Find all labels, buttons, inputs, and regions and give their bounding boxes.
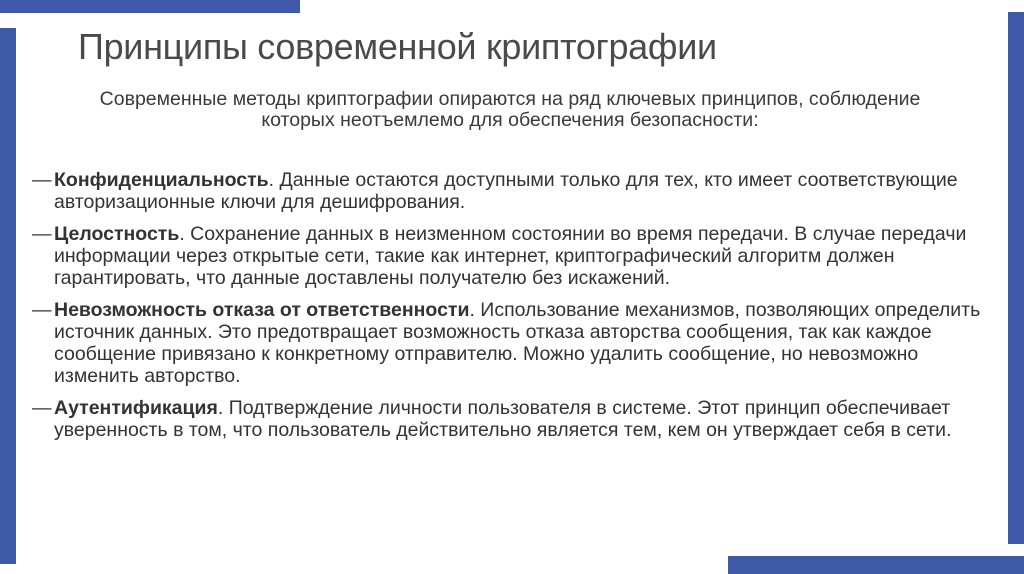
item-description: . Сохранение данных в неизменном состоянии во время передачи. В случае передачи информации через открытые сети, такие как интернет, криптографический алгоритм должен гарантировать, что данные доставлены получателю без искажений. — [54, 223, 967, 289]
bullet-dash: — — [32, 397, 52, 419]
item-description: . Данные остаются доступными только для тех, кто имеет соответствующие авторизационные ключи для дешифрования. — [54, 169, 958, 213]
item-term: Невозможность отказа от ответственности — [54, 299, 470, 321]
item-term: Аутентификация — [54, 397, 218, 419]
bullet-dash: — — [32, 223, 52, 245]
list-item-authentication — [32, 397, 992, 441]
item-description: . Использование механизмов, позволяющих определить источник данных. Это предотвращает возможность отказа авторства сообщения, так как каждое сообщение привязано к конкретному отправителю. Можно удалить сообщение, но невозможно изменить авторство. — [54, 299, 981, 387]
bullet-dash: — — [32, 169, 52, 191]
decorative-bar-bottom — [728, 556, 1024, 574]
item-body — [54, 299, 992, 387]
slide-intro: Современные методы криптографии опираются на ряд ключевых принципов, соблюдение которых неотъемлемо для обеспечения безопасности: — [99, 88, 921, 131]
item-body — [54, 223, 992, 289]
list-item-confidentiality — [32, 169, 992, 213]
decorative-bar-right — [1008, 12, 1024, 544]
item-term: Целостность — [54, 223, 180, 245]
slide-title: Принципы современной криптографии — [78, 26, 717, 67]
principles-list — [32, 169, 992, 451]
item-body — [54, 397, 992, 441]
item-description: . Подтверждение личности пользователя в системе. Этот принцип обеспечивает уверенность в том, что пользователь действительно является тем, кем он утверждает себя в сети. — [54, 397, 952, 441]
list-item-non-repudiation — [32, 299, 992, 387]
bullet-dash: — — [32, 299, 52, 321]
item-body — [54, 169, 992, 213]
list-item-integrity — [32, 223, 992, 289]
item-term: Конфиденциальность — [54, 169, 269, 191]
decorative-bar-left — [0, 28, 16, 564]
decorative-bar-top — [0, 0, 300, 13]
